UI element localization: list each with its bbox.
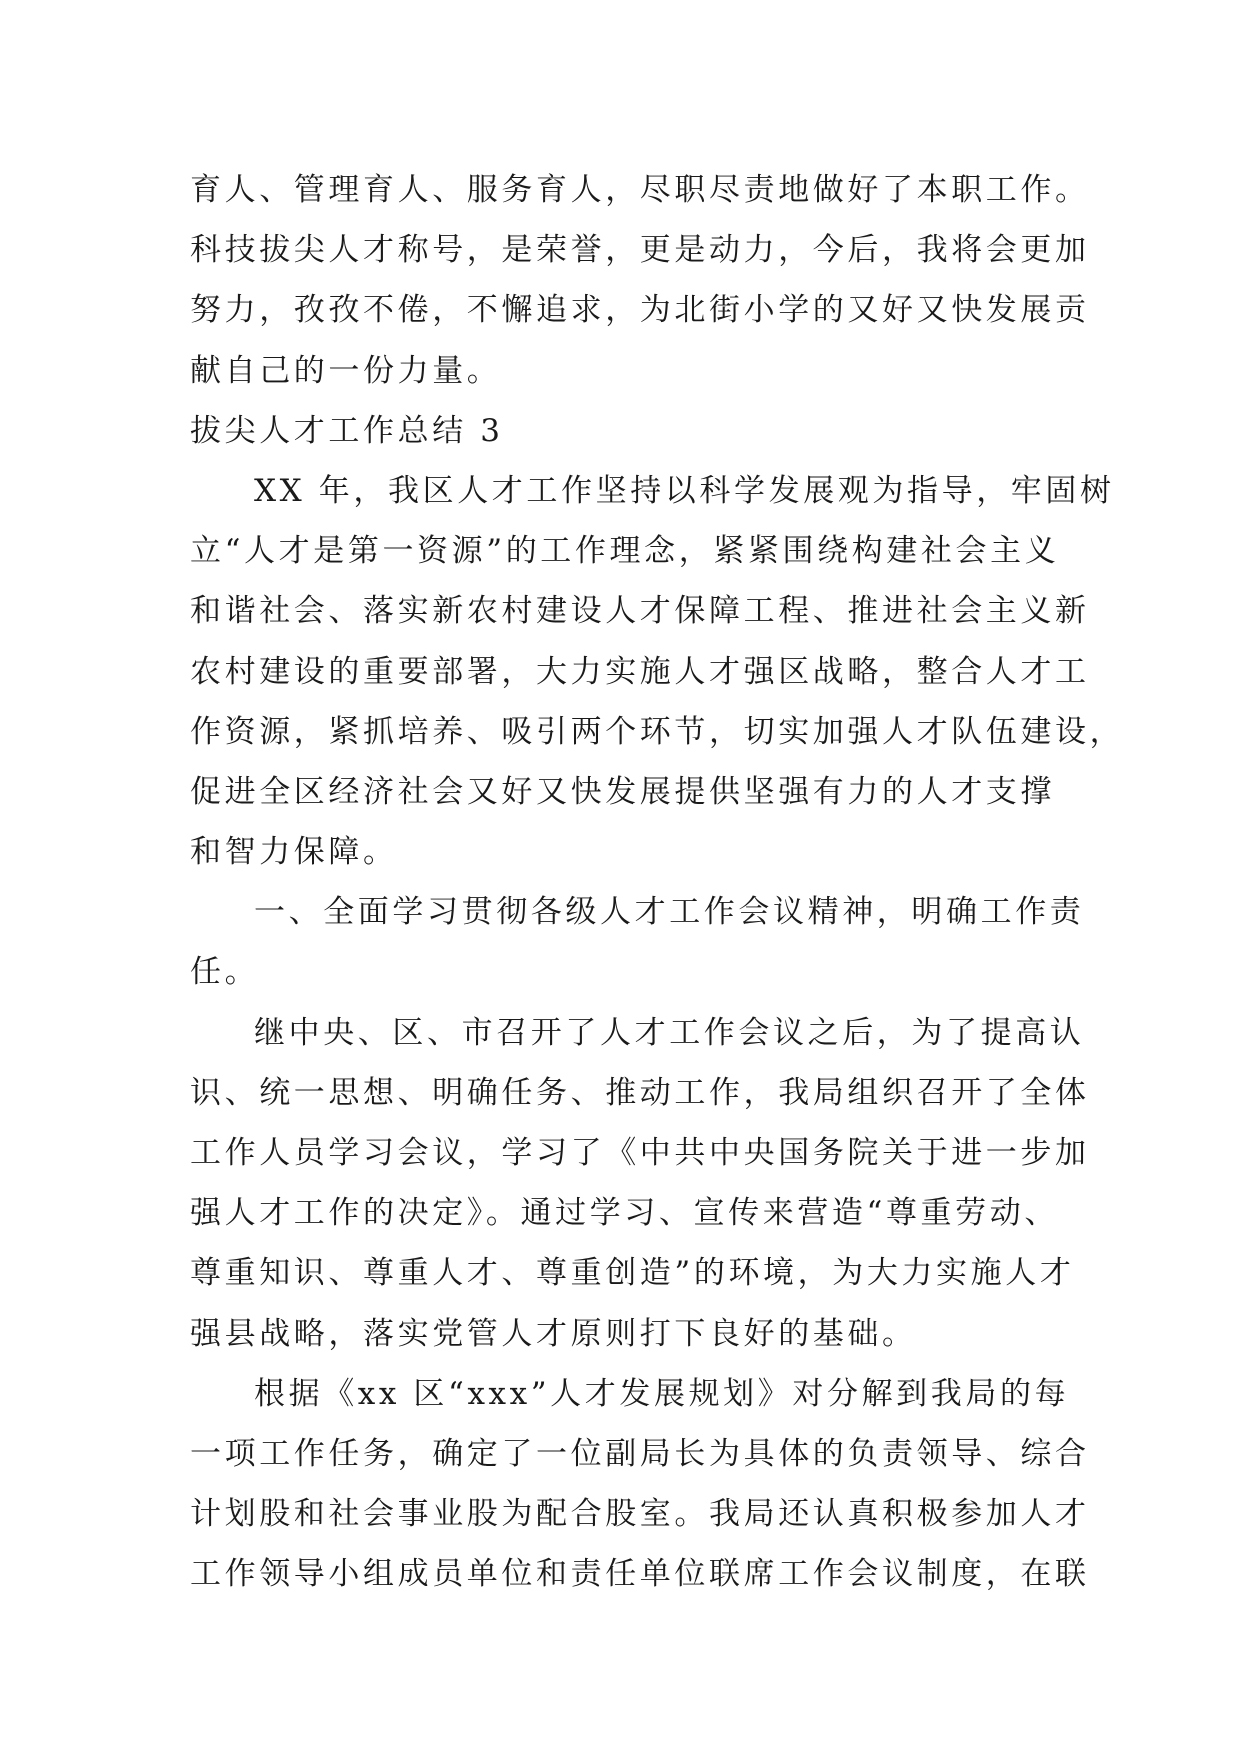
text-line: 任。 bbox=[190, 954, 260, 991]
text-line: 立“人才是第一资源”的工作理念，紧紧围绕构建社会主义 bbox=[190, 533, 1060, 570]
text-line: 强人才工作的决定》。通过学习、宣传来营造“尊重劳动、 bbox=[190, 1195, 1059, 1232]
text-line: 科技拔尖人才称号，是荣誉，更是动力，今后，我将会更加 bbox=[190, 232, 1090, 269]
text-line: 工作人员学习会议，学习了《中共中央国务院关于进一步加 bbox=[190, 1135, 1090, 1171]
text-line: 作资源，紧抓培养、吸引两个环节，切实加强人才队伍建设， bbox=[190, 713, 1125, 750]
text-line: 农村建设的重要部署，大力实施人才强区战略，整合人才工 bbox=[190, 653, 1090, 690]
text-line: 强县战略，落实党管人才原则打下良好的基础。 bbox=[190, 1315, 917, 1352]
text-line: 和智力保障。 bbox=[190, 834, 398, 871]
section-heading: 拔尖人才工作总结 3 bbox=[190, 412, 504, 449]
text-line: XX 年，我区人才工作坚持以科学发展观为指导，牢固树 bbox=[254, 472, 1115, 509]
text-line: 一项工作任务，确定了一位副局长为具体的负责领导、综合 bbox=[190, 1435, 1090, 1472]
text-line: 育人、管理育人、服务育人，尽职尽责地做好了本职工作。 bbox=[190, 172, 1090, 208]
subsection-heading: 一、全面学习贯彻各级人才工作会议精神，明确工作责 bbox=[254, 894, 1085, 931]
text-line: 和谐社会、落实新农村建设人才保障工程、推进社会主义新 bbox=[190, 593, 1090, 630]
text-line: 尊重知识、尊重人才、尊重创造”的环境，为大力实施人才 bbox=[190, 1255, 1075, 1292]
text-line: 计划股和社会事业股为配合股室。我局还认真积极参加人才 bbox=[190, 1496, 1090, 1533]
text-line: 工作领导小组成员单位和责任单位联席工作会议制度，在联 bbox=[190, 1556, 1090, 1593]
text-line: 识、统一思想、明确任务、推动工作，我局组织召开了全体 bbox=[190, 1074, 1090, 1111]
text-line: 根据《xx 区“xxx”人才发展规划》对分解到我局的每 bbox=[254, 1375, 1070, 1412]
text-line: 努力，孜孜不倦，不懈追求，为北街小学的又好又快发展贡 bbox=[190, 292, 1090, 329]
document-body bbox=[190, 160, 1125, 1605]
text-line: 继中央、区、市召开了人才工作会议之后，为了提高认 bbox=[254, 1014, 1085, 1051]
text-line: 促进全区经济社会又好又快发展提供坚强有力的人才支撑 bbox=[190, 773, 1055, 810]
text-line: 献自己的一份力量。 bbox=[190, 352, 502, 389]
